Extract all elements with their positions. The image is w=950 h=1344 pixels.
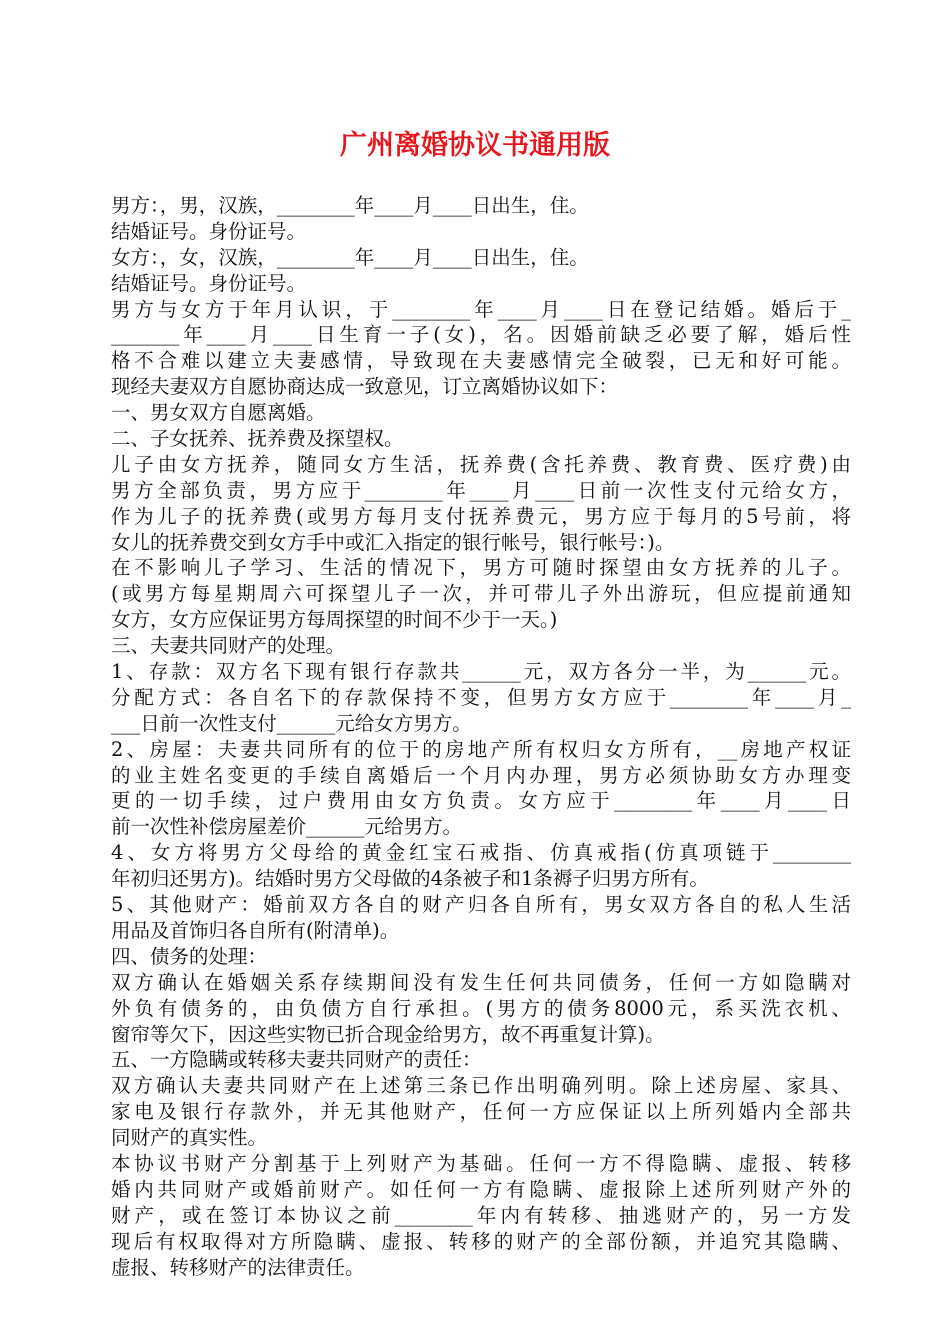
body-line: 女儿的抚养费交到女方手中或汇入指定的银行帐号，银行帐号：)。	[111, 530, 675, 554]
body-line: 用品及首饰归各自所有(附清单)。	[111, 918, 400, 942]
body-line: 本协议书财产分割基于上列财产为基础。任何一方不得隐瞒、虚报、转移	[111, 1151, 851, 1175]
body-line: 同财产的真实性。	[111, 1126, 268, 1150]
body-line: 作为儿子的抚养费(或男方每月支付抚养费元，男方应于每月的5号前，将	[111, 504, 851, 528]
body-line: 男方：，男，汉族，________年____月____日出生，住。	[111, 194, 589, 217]
body-line: 分配方式：各自名下的存款保持不变，但男方女方应于________年____月_	[111, 685, 851, 709]
body-line: 现后有权取得对方所隐瞒、虚报、转移的财产的全部份额，并追究其隐瞒、	[111, 1229, 851, 1253]
body-line: ___日前一次性支付______元给女方男方。	[111, 711, 472, 735]
body-line: 结婚证号。身份证号。	[111, 271, 307, 295]
body-line: 窗帘等欠下，因这些实物已折合现金给男方，故不再重复计算)。	[111, 1022, 665, 1046]
document-title: 广州离婚协议书通用版	[340, 130, 610, 161]
body-line: 财产，或在签订本协议之前________年内有转移、抽逃财产的，另一方发	[111, 1203, 851, 1227]
body-line: 家电及银行存款外，并无其他财产，任何一方应保证以上所列婚内全部共	[111, 1100, 851, 1124]
body-line: 的业主姓名变更的手续自离婚后一个月内办理，男方必须协助女方办理变	[111, 763, 851, 787]
body-line: 男方与女方于年月认识，于________年____月____日在登记结婚。婚后于_	[111, 297, 851, 321]
body-line: 二、子女抚养、抚养费及探望权。	[111, 427, 404, 451]
body-line: 现经夫妻双方自愿协商达成一致意见，订立离婚协议如下：	[111, 375, 619, 399]
body-line: (或男方每星期周六可探望儿子一次，并可带儿子外出游玩，但应提前通知	[111, 582, 851, 606]
body-line: 格不合难以建立夫妻感情，导致现在夫妻感情完全破裂，已无和好可能。	[111, 349, 851, 373]
body-line: _______年____月____日生育一子(女)，名。因婚前缺乏必要了解，婚后性	[111, 323, 851, 347]
body-line: 4、女方将男方父母给的黄金红宝石戒指、仿真戒指(仿真项链于________	[111, 841, 851, 865]
body-line: 2、房屋：夫妻共同所有的位于的房地产所有权归女方所有，__房地产权证	[111, 737, 851, 761]
body-line: 婚内共同财产或婚前财产。如任何一方有隐瞒、虚报除上述所列财产外的	[111, 1177, 851, 1201]
body-line: 1、存款：双方名下现有银行存款共______元，双方各分一半，为______元。	[111, 660, 851, 684]
body-line: 在不影响儿子学习、生活的情况下，男方可随时探望由女方抚养的儿子。	[111, 556, 851, 580]
body-line: 五、一方隐瞒或转移夫妻共同财产的责任：	[111, 1048, 482, 1072]
body-line: 女方，女方应保证男方每周探望的时间不少于一天。)	[111, 608, 558, 632]
body-line: 四、债务的处理：	[111, 944, 268, 968]
body-line: 双方确认在婚姻关系存续期间没有发生任何共同债务，任何一方如隐瞒对	[111, 970, 851, 994]
body-line: 5、其他财产：婚前双方各自的财产归各自所有，男女双方各自的私人生活	[111, 893, 851, 917]
body-line: 前一次性补偿房屋差价______元给男方。	[111, 815, 463, 839]
body-line: 男方全部负责，男方应于________年____月____日前一次性支付元给女方，	[111, 478, 851, 502]
body-line: 三、夫妻共同财产的处理。	[111, 634, 346, 658]
body-line: 年初归还男方)。结婚时男方父母做的4条被子和1条褥子归男方所有。	[111, 867, 709, 891]
document-body	[111, 193, 851, 1280]
body-line: 结婚证号。身份证号。	[111, 219, 307, 243]
body-line: 儿子由女方抚养，随同女方生活，抚养费(含托养费、教育费、医疗费)由	[111, 452, 851, 476]
body-line: 更的一切手续，过户费用由女方负责。女方应于________年____月____日	[111, 789, 851, 813]
body-line: 双方确认夫妻共同财产在上述第三条已作出明确列明。除上述房屋、家具、	[111, 1074, 851, 1098]
body-line: 女方：，女，汉族，________年____月____日出生，住。	[111, 245, 589, 269]
body-line: 一、男女双方自愿离婚。	[111, 401, 326, 425]
body-line: 虚报、转移财产的法律责任。	[111, 1255, 365, 1279]
body-line: 外负有债务的，由负债方自行承担。(男方的债务8000元，系买洗衣机、	[111, 996, 851, 1020]
